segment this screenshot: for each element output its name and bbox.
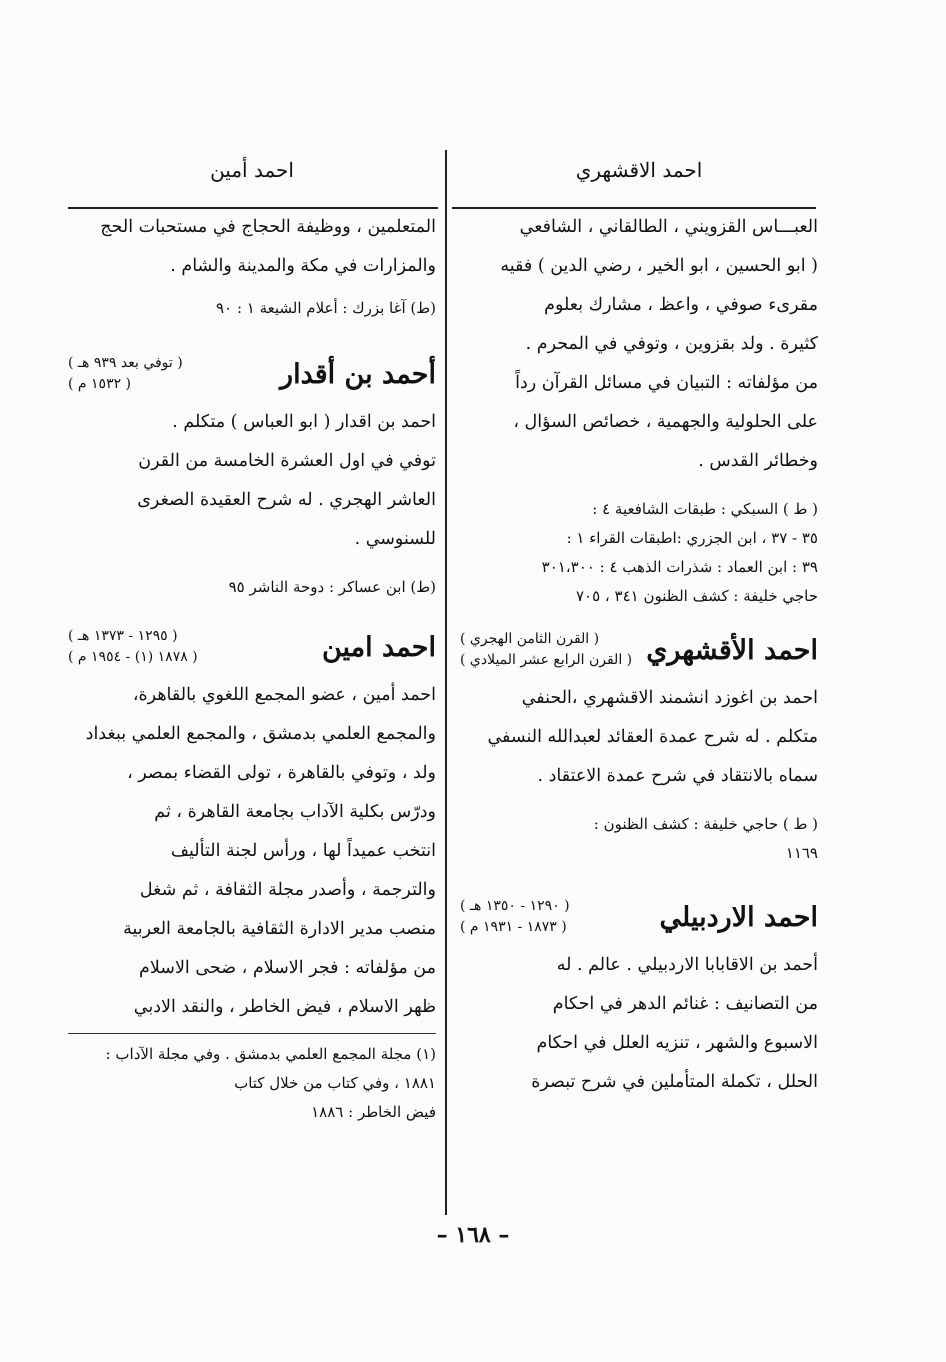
- entry-heading: [68, 353, 436, 395]
- reference-line: ١١٦٩: [785, 844, 818, 862]
- text-line: ولد ، وتوفي بالقاهرة ، تولى القضاء بمصر ،: [127, 763, 436, 783]
- text-line: توفي في اول العشرة الخامسة من القرن: [138, 451, 436, 471]
- date-gregorian: ( ١٨٧٨ (١) - ١٩٥٤ م ): [68, 649, 198, 665]
- date-gregorian: ( القرن الرابع عشر الميلادي ): [460, 652, 633, 668]
- reference-line: ٣٥ - ٣٧ ، ابن الجزري :اطبقات القراء ١ :: [566, 529, 818, 547]
- text-line: متكلم . له شرح عمدة العقائد لعبدالله النسفي: [487, 727, 818, 747]
- reference-line: ٣٩ : ابن العماد : شذرات الذهب ٤ : ٣٠١،٣٠٠: [541, 558, 818, 576]
- text-line: ظهر الاسلام ، فيض الخاطر ، والنقد الادبي: [133, 997, 436, 1017]
- entry-name: احمد الأقشهري: [646, 634, 818, 666]
- date-hijri: ( ١٢٩٥ - ١٣٧٣ هـ ): [68, 628, 178, 644]
- date-gregorian: ( ١٨٧٣ - ١٩٣١ م ): [460, 919, 567, 935]
- text-line: وخطائر القدس .: [698, 451, 818, 471]
- text-line: من التصانيف : غنائم الدهر في احكام: [552, 994, 818, 1014]
- text-line: والمجمع العلمي بدمشق ، والمجمع العلمي ببغداد: [85, 724, 436, 744]
- text-line: احمد أمين ، عضو المجمع اللغوي بالقاهرة،: [132, 685, 436, 705]
- entry-name: احمد امين: [321, 631, 436, 663]
- text-line: سماه بالانتقاد في شرح عمدة الاعتقاد .: [537, 766, 818, 786]
- text-line: الحلل ، تكملة المتأملين في شرح تبصرة: [531, 1072, 818, 1092]
- text-line: ( ابو الحسين ، ابو الخير ، رضي الدين ) فقيه: [500, 256, 818, 276]
- page-number: – ١٦٨ –: [436, 1222, 510, 1248]
- text-line: للسنوسي .: [354, 529, 436, 549]
- date-hijri: ( توفي بعد ٩٣٩ هـ ): [68, 355, 183, 371]
- entry-dates: [68, 626, 198, 668]
- date-gregorian: ( ١٥٣٢ م ): [68, 376, 132, 392]
- text-line: كثيرة . ولد بقزوين ، وتوفي في المحرم .: [525, 334, 818, 354]
- footnote-line: (١) مجلة المجمع العلمي بدمشق . وفي مجلة الآداب :: [105, 1045, 436, 1063]
- right-column: [460, 150, 818, 1102]
- date-hijri: ( ١٢٩٠ - ١٣٥٠ هـ ): [460, 898, 570, 914]
- footnote-rule: [68, 1033, 436, 1034]
- column-divider: [445, 150, 447, 1215]
- entry-dates: [460, 896, 570, 938]
- text-line: أحمد بن الاقابابا الاردبيلي . عالم . له: [556, 955, 818, 975]
- text-line: مقرىء صوفي ، واعظ ، مشارك بعلوم: [544, 295, 818, 315]
- text-line: الاسبوع والشهر ، تنزيه العلل في احكام: [536, 1033, 818, 1053]
- text-line: على الحلولية والجهمية ، خصائص السؤال ،: [513, 412, 818, 432]
- entry-dates: [68, 353, 183, 395]
- text-line: العبـــاس القزويني ، الطالقاني ، الشافعي: [519, 217, 818, 237]
- running-header-right: احمد الاقشهري: [575, 158, 703, 182]
- entry-heading: [68, 626, 436, 668]
- text-line: منصب مدير الادارة الثقافية بالجامعة العربية: [123, 919, 436, 939]
- text-line: من مؤلفاته : فجر الاسلام ، ضحى الاسلام: [139, 958, 436, 978]
- reference-line: (ط) ابن عساكر : دوحة الناشر ٩٥: [228, 578, 436, 596]
- text-line: من مؤلفاته : التبيان في مسائل القرآن رداً: [515, 373, 818, 393]
- footnote-line: ١٨٨١ ، وفي كتاب من خلال كتاب: [234, 1074, 436, 1092]
- text-line: والمزارات في مكة والمدينة والشام .: [170, 256, 436, 276]
- reference-line: (ط) آغا بزرك : أعلام الشيعة ١ : ٩٠: [216, 299, 436, 317]
- reference-line: ( ط ) حاجي خليفة : كشف الظنون :: [593, 815, 818, 833]
- running-header-left: احمد أمين: [210, 158, 294, 182]
- footnote-line: فيض الخاطر : ١٨٨٦: [311, 1103, 436, 1121]
- entry-heading: [460, 629, 818, 671]
- entry-name: احمد الاردبيلي: [659, 901, 818, 933]
- text-line: ودرّس بكلية الآداب بجامعة القاهرة ، ثم: [154, 802, 436, 822]
- text-line: احمد بن اقدار ( ابو العباس ) متكلم .: [172, 412, 436, 432]
- left-column: [68, 150, 436, 1127]
- entry-name: أحمد بن أقدار: [280, 358, 436, 390]
- text-line: احمد بن اغوزد انشمند الاقشهري ،الحنفي: [521, 688, 818, 708]
- entry-heading: [460, 896, 818, 938]
- reference-line: ( ط ) السبكي : طبقات الشافعية ٤ :: [592, 500, 818, 518]
- reference-line: حاجي خليفة : كشف الظنون ٣٤١ ، ٧٠٥: [575, 587, 818, 605]
- text-line: المتعلمين ، ووظيفة الحجاج في مستحبات الحج: [100, 217, 436, 237]
- date-hijri: ( القرن الثامن الهجري ): [460, 631, 600, 647]
- text-line: والترجمة ، وأصدر مجلة الثقافة ، ثم شغل: [139, 880, 436, 900]
- text-line: انتخب عميداً لها ، ورأس لجنة التأليف: [170, 841, 436, 861]
- text-line: العاشر الهجري . له شرح العقيدة الصغرى: [137, 490, 436, 510]
- entry-dates: [460, 629, 632, 671]
